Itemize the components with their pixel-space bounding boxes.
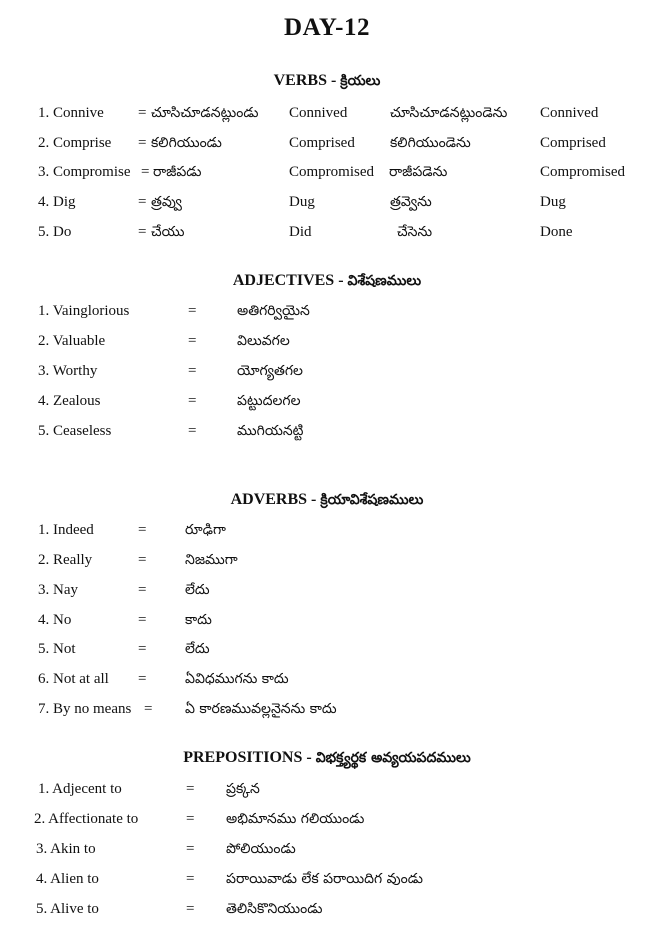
equals-sign: = [138,194,147,210]
equals-sign: = [186,811,195,827]
verb-past: Dug [289,194,315,210]
adjective-row [0,391,654,417]
equals-sign: = [188,393,197,409]
verb-meaning: రాజీపడు [153,164,202,180]
adjectives-heading-telugu: విశేషణములు [347,273,422,289]
equals-sign: = [138,552,147,568]
verb-past-participle: Connived [540,105,599,121]
adverb-row [0,520,654,546]
adjective-meaning: అతిగర్వియైన [237,303,310,319]
adverb-meaning: లేదు [185,582,210,598]
preposition-term: 3. Akin to [36,841,96,857]
adverb-term: 2. Really [38,552,93,568]
verbs-heading-label: VERBS - [273,72,341,89]
adjective-term: 1. Vainglorious [38,303,130,319]
preposition-term: 1. Adjecent to [38,781,122,797]
adjective-row [0,421,654,447]
verb-past-telugu: కలిగియుండెను [390,135,471,151]
equals-sign: = [188,333,197,349]
equals-sign: = [186,841,195,857]
adjective-term: 4. Zealous [38,393,101,409]
adjective-row [0,301,654,327]
page-title: DAY-12 [284,14,370,41]
equals-sign: = [188,303,197,319]
equals-sign: = [138,612,147,628]
adjective-meaning: యోగ్యతగల [237,363,303,379]
verb-past: Did [289,224,312,240]
preposition-row [0,869,654,895]
adverbs-heading [0,491,654,511]
adjectives-heading [0,272,654,292]
verb-term: 2. Comprise [38,135,112,151]
prepositions-heading-telugu: విభక్త్యర్థక అవ్యయపదములు [315,750,471,766]
preposition-meaning: పరాయివాడు లేక పరాయిదిగ వుండు [226,871,423,887]
adverb-term: 5. Not [38,641,76,657]
equals-sign: = [144,701,153,717]
verb-row [0,133,654,159]
equals-sign: = [141,164,150,180]
adverb-term: 4. No [38,612,72,628]
adverb-meaning: లేదు [185,641,210,657]
adjective-meaning: విలువగల [237,333,290,349]
verb-past-telugu: చేసెను [397,224,433,240]
adjective-meaning: ముగియనట్టి [237,423,304,439]
equals-sign: = [138,522,147,538]
verb-row [0,162,654,188]
prepositions-heading [0,749,654,769]
verb-term: 1. Connive [38,105,104,121]
equals-sign: = [138,582,147,598]
adjective-term: 3. Worthy [38,363,98,379]
verb-past-participle: Compromised [540,164,625,180]
adverb-row [0,639,654,665]
verb-meaning: కలిగియుండు [151,135,222,151]
verbs-heading-telugu: క్రియలు [340,73,381,89]
equals-sign: = [138,224,147,240]
adverbs-heading-label: ADVERBS - [230,491,321,508]
equals-sign: = [188,423,197,439]
verb-term: 3. Compromise [38,164,131,180]
adverb-meaning: నిజముగా [185,552,238,568]
equals-sign: = [138,641,147,657]
preposition-row [0,899,654,925]
verb-term: 5. Do [38,224,72,240]
adverb-term: 6. Not at all [38,671,109,687]
adverb-row [0,610,654,636]
adverb-meaning: ఏవిధముగను కాదు [185,671,289,687]
verb-meaning: త్రవ్వు [151,194,182,210]
adverb-row [0,580,654,606]
adjective-term: 5. Ceaseless [38,423,112,439]
equals-sign: = [138,671,147,687]
verb-row [0,222,654,248]
adverb-meaning: కాదు [185,612,212,628]
adverb-meaning: ఏ కారణమువల్లనైనను కాదు [185,701,337,717]
verb-row [0,103,654,129]
preposition-term: 5. Alive to [36,901,99,917]
adjective-row [0,361,654,387]
preposition-meaning: పోలియుండు [226,841,296,857]
prepositions-heading-label: PREPOSITIONS - [183,749,316,766]
verb-past-participle: Dug [540,194,566,210]
verb-past: Connived [289,105,348,121]
adjectives-heading-label: ADJECTIVES - [232,272,348,289]
adverb-term: 1. Indeed [38,522,94,538]
preposition-meaning: ప్రక్కన [226,781,260,797]
equals-sign: = [138,135,147,151]
verb-meaning: చేయు [151,224,185,240]
adverb-term: 7. By no means [38,701,132,717]
adjective-term: 2. Valuable [38,333,106,349]
verb-past: Comprised [289,135,355,151]
verb-term: 4. Dig [38,194,76,210]
verb-past-participle: Done [540,224,573,240]
verb-past-telugu: త్రవ్వెను [390,194,432,210]
verb-past-participle: Comprised [540,135,606,151]
adverb-row [0,699,654,725]
adverbs-heading-telugu: క్రియావిశేషణములు [320,492,424,508]
preposition-meaning: అభిమానము గలియుండు [226,811,365,827]
preposition-term: 4. Alien to [36,871,99,887]
equals-sign: = [186,781,195,797]
adverb-meaning: రూఢిగా [185,522,226,538]
adverb-term: 3. Nay [38,582,78,598]
verb-past: Compromised [289,164,374,180]
equals-sign: = [188,363,197,379]
verb-row [0,192,654,218]
adverb-row [0,550,654,576]
preposition-row [0,839,654,865]
preposition-row [0,779,654,805]
adjective-meaning: పట్టుదలగల [237,393,301,409]
verbs-heading [0,72,654,92]
verb-meaning: చూసిచూడనట్లుండు [151,105,259,121]
equals-sign: = [138,105,147,121]
equals-sign: = [186,901,195,917]
adjective-row [0,331,654,357]
verb-past-telugu: రాజీపడెను [389,164,448,180]
preposition-row [0,809,654,835]
preposition-term: 2. Affectionate to [34,811,139,827]
equals-sign: = [186,871,195,887]
adverb-row [0,669,654,695]
verb-past-telugu: చూసిచూడనట్లుండెను [390,105,508,121]
preposition-meaning: తెలిసికొనియుండు [226,901,323,917]
